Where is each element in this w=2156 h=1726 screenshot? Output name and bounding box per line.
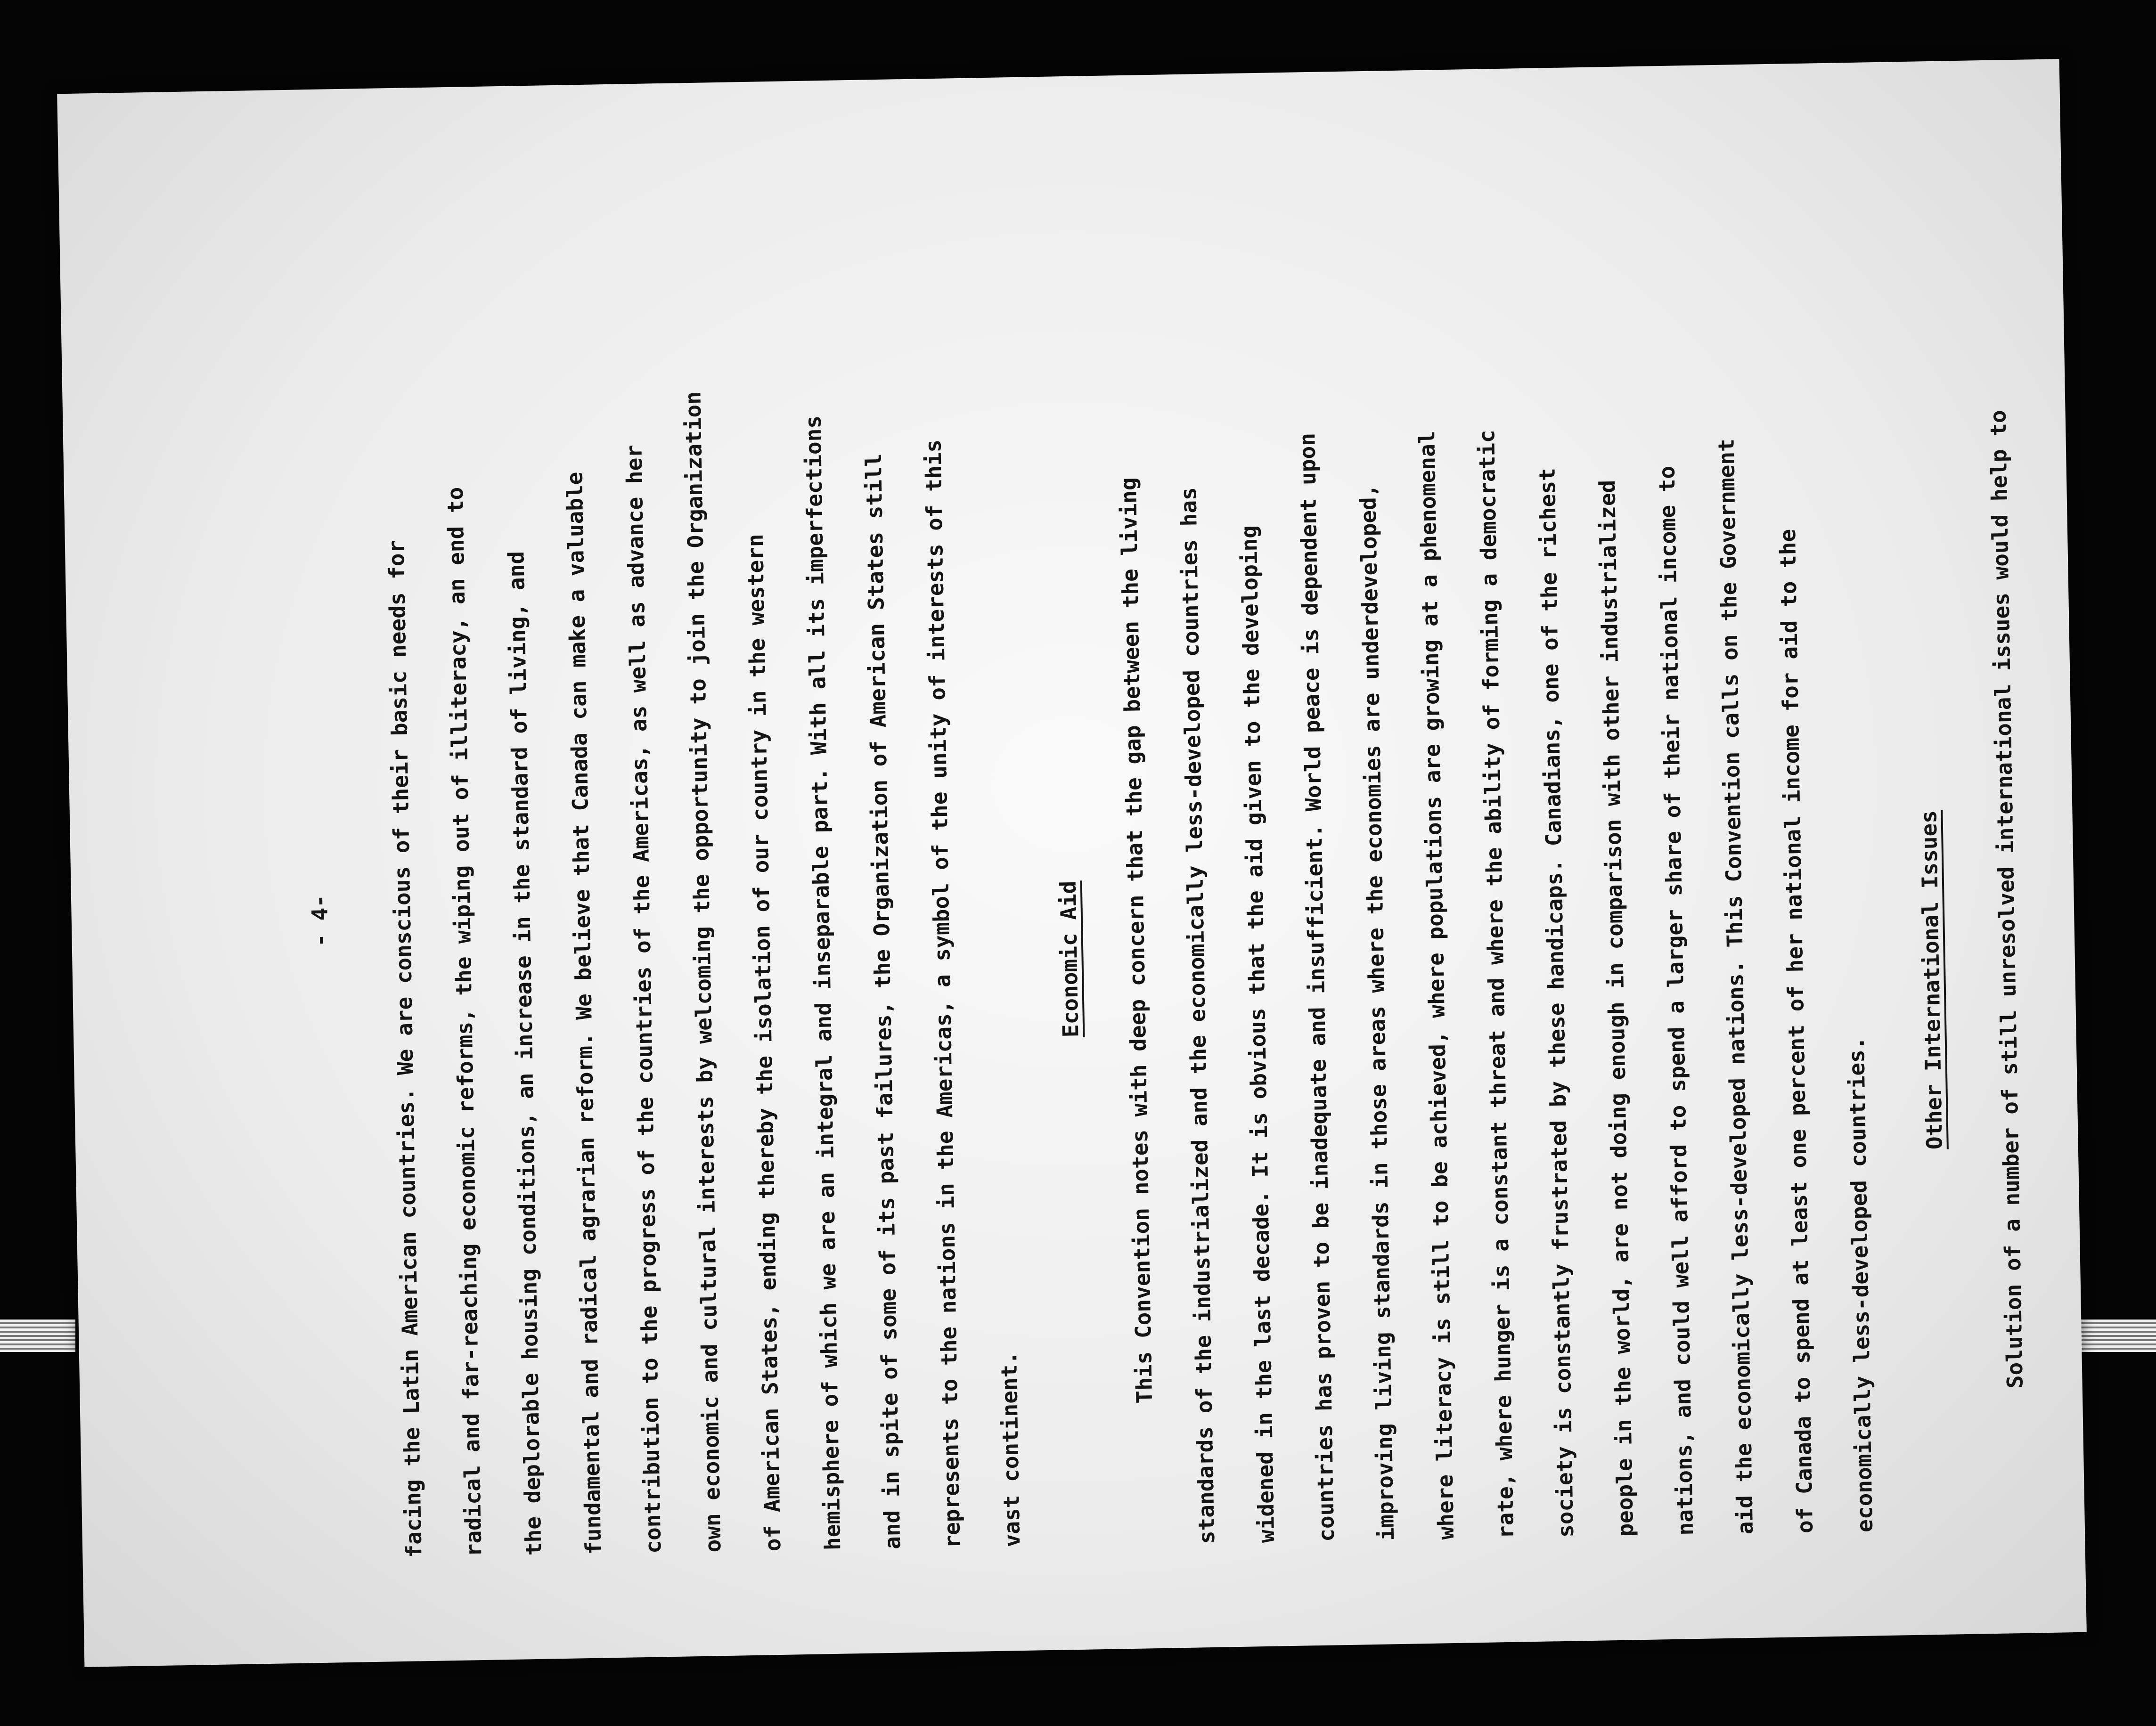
document-page <box>57 59 2087 1667</box>
text-line: of American States, ending thereby the isolation of our country in the western <box>742 533 786 1552</box>
text-line: facing the Latin American countries. We are conscious of their basic needs for <box>383 540 427 1558</box>
text-line: standards of the industrialized and the economically less-developed countries has <box>1176 487 1220 1544</box>
text-line: people in the world, are not doing enough in comparison with other industrialized <box>1594 480 1639 1537</box>
text-line: hemisphere of which we are an integral and inseparable part. With all its imperfections <box>800 415 846 1551</box>
text-line: radical and far-reaching economic reforms, the wiping out of illiteracy, an end to <box>442 487 487 1557</box>
film-edge-mark-right <box>2081 1319 2156 1352</box>
text-line: economically less-developed countries. <box>1843 1036 1878 1533</box>
text-line: improving living standards in those areas where the economies are underdeveloped, <box>1355 484 1399 1541</box>
heading-other-international-issues: Other International Issues <box>1916 810 1947 1150</box>
text-line: vast continent. <box>996 1351 1025 1547</box>
paragraph-oas <box>294 165 1025 1560</box>
page-number: - 4- <box>306 894 333 947</box>
rotated-text-block <box>294 135 2061 1559</box>
text-line: rate, where hunger is a constant threat and where the ability of forming a democratic <box>1474 429 1519 1539</box>
text-line: where literacy is still to be achieved, where populations are growing at a phenomenal <box>1414 431 1459 1540</box>
film-edge-mark-left <box>0 1319 75 1352</box>
text-line: nations, and could well afford to spend a larger share of their national income to <box>1654 465 1699 1536</box>
text-line: fundamental and radical agrarian reform. We believe that Canada can make a valuable <box>562 472 606 1555</box>
text-line: This Convention notes with deep concern that the gap between the living <box>1115 477 1158 1404</box>
text-line: society is constantly frustrated by these handicaps. Canadians, one of the richest <box>1534 467 1579 1538</box>
text-line: countries has proven to be inadequate and insufficient. World peace is dependent upon <box>1294 432 1339 1542</box>
text-line: contribution to the progress of the countries of the Americas, as well as advance her <box>621 444 666 1554</box>
text-line: aid the economically less-developed nations. This Convention calls on the Government <box>1713 438 1758 1535</box>
text-line: represents to the nations in the Americas, a symbol of the unity of interests of this <box>920 439 965 1549</box>
text-line: widened in the last decade. It is obvious that the aid given to the developing <box>1236 525 1280 1543</box>
text-line: of Canada to spend at least one percent of her national income for aid to the <box>1774 529 1818 1534</box>
text-line: the deplorable housing conditions, an increase in the standard of living, and <box>503 551 547 1556</box>
text-line: Solution of a number of still unresolved international issues would help to <box>1985 410 2028 1389</box>
text-line: own economic and cultural interests by welcoming the opportunity to join the Organization <box>680 391 726 1553</box>
text-line: and in spite of some of its past failures, the Organization of American States still <box>860 453 906 1550</box>
heading-economic-aid: Economic Aid <box>1055 880 1084 1038</box>
